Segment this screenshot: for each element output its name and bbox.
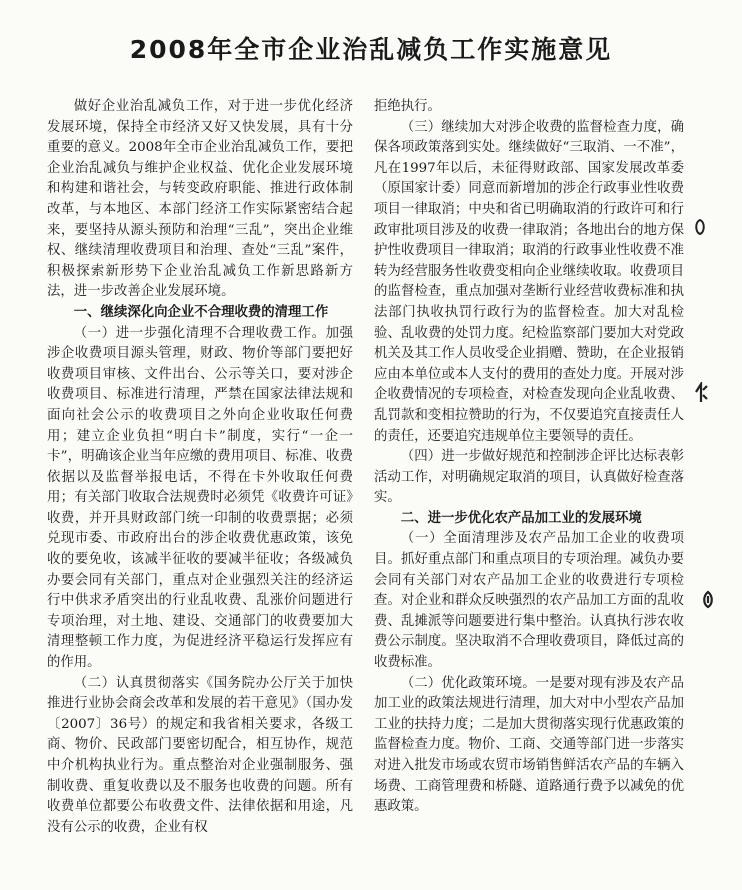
page-title: 2008年全市企业治乱减负工作实施意见 [129, 35, 613, 64]
paragraph-continuation: 拒绝执行。 [374, 99, 441, 114]
right-column [374, 97, 684, 818]
section-heading-2: 二、进一步优化农产品加工业的发展环境 [400, 510, 642, 526]
scan-mark-1 [693, 218, 707, 236]
paragraph-1-1: （一）进一步强化清理不合理收费工作。加强涉企收费项目源头管理，财政、物价等部门要把好收费项目审核、文件出台、公示等关口，要对涉企收费项目、标准进行清理，严禁在国家法律法规和面向社会公示的收费项目之外向企业收取任何费用；建立企业负担“明白卡”制度，实行“一企一卡”，明确该企业当年应缴的费用项目、标准、收费依据以及监督举报电话，不得在卡外收取任何费用；有关部门收取合法规费时必须凭《收费许可证》收费，并开具财政部门统一印制的收费票据；必须兑现市委、市政府出台的涉企收费优惠政策，该免收的要免收，该减半征收的要减半征收；各级减负办要会同有关部门，重点对企业强烈关注的经济运行中供求矛盾突出的行业乱收费、乱涨价问题进行专项治理，对土地、建设、交通部门的收费要加大清理整顿工作力度，为促进经济平稳运行发挥应有的作用。 [47, 325, 353, 671]
paragraph-1-3: （三）继续加大对涉企收费的监督检查力度，确保各项政策落到实处。继续做好“三取消、一不准”，凡在1997年以后，未征得财政部、国家发展改革委（原国家计委）同意而新增加的涉企行政事业性收费项目一律取消；中央和省已明确取消的行政许可和行政审批项目涉及的收费一律取消；各地出台的地方保护性收费项目一律取消；取消的行政事业性收费不准转为经营服务性收费变相向企业继续收取。收费项目的监督检查，重点加强对垄断行业经营收费标准和执法部门执收执罚行政行为的监督检查。加大对乱检验、乱收费的处罚力度。纪检监察部门要加大对党政机关及其工作人员收受企业捐赠、赞助，在企业报销应由本单位或本人支付的费用的查处力度。开展对涉企收费情况的专项检查，对检查发现向企业乱收费、乱罚款和变相拉赞助的行为，不仅要追究直接责任人的责任，还要追究违规单位主要领导的责任。 [374, 119, 684, 444]
intro-paragraph: 做好企业治乱减负工作，对于进一步优化经济发展环境，保持全市经济又好又快发展，具有十分重要的意义。2008年全市企业治乱减负工作，要把企业治乱减负与维护企业权益、优化企业发展环境和构建和谐社会，与转变政府职能、推进行政体制改革，与本地区、本部门经济工作实际紧密结合起来，要坚持从源头预防和治理“三乱”，突出企业维权、继续清理收费项目和治理、查处“三乱”案件，积极探索新形势下企业治乱减负工作新思路新方法，进一步改善企业发展环境。 [47, 99, 353, 300]
scan-mark-2 [693, 382, 709, 404]
paragraph-1-2: （二）认真贯彻落实《国务院办公厅关于加快推进行业协会商会改革和发展的若干意见》（国办发〔2007〕36号）的规定和我省相关要求，各级工商、物价、民政部门要密切配合，相互协作，规范中介机构执业行为。重点整治对企业强制服务、强制收费、重复收费以及不服务也收费的问题。所有收费单位都要公布收费文件、法律依据和用途，凡没有公示的收费，企业有权 [47, 675, 353, 835]
left-column [47, 97, 353, 838]
paragraph-2-2: （二）优化政策环境。一是要对现有涉及农产品加工业的政策法规进行清理，加大对中小型农产品加工业的扶持力度；二是加大贯彻落实现行优惠政策的监督检查力度。物价、工商、交通等部门进一步落实对进入批发市场或农贸市场销售鲜活农产品的车辆入场费、工商管理费和桥隧、道路通行费予以减免的优惠政策。 [374, 675, 684, 815]
paragraph-1-4: （四）进一步做好规范和控制涉企评比达标表彰活动工作，对明确规定取消的项目，认真做好检查落实。 [374, 449, 684, 506]
paragraph-2-1: （一）全面清理涉及农产品加工企业的收费项目。抓好重点部门和重点项目的专项治理。减负办要会同有关部门对农产品加工企业的收费进行专项检查。对企业和群众反映强烈的农产品加工方面的乱收费、乱摊派等问题要进行集中整治。认真执行涉农收费公示制度。坚决取消不合理收费项目，降低过高的收费标准。 [374, 531, 684, 671]
scan-mark-3 [700, 590, 716, 610]
section-heading-1: 一、继续深化向企业不合理收费的清理工作 [73, 304, 329, 320]
